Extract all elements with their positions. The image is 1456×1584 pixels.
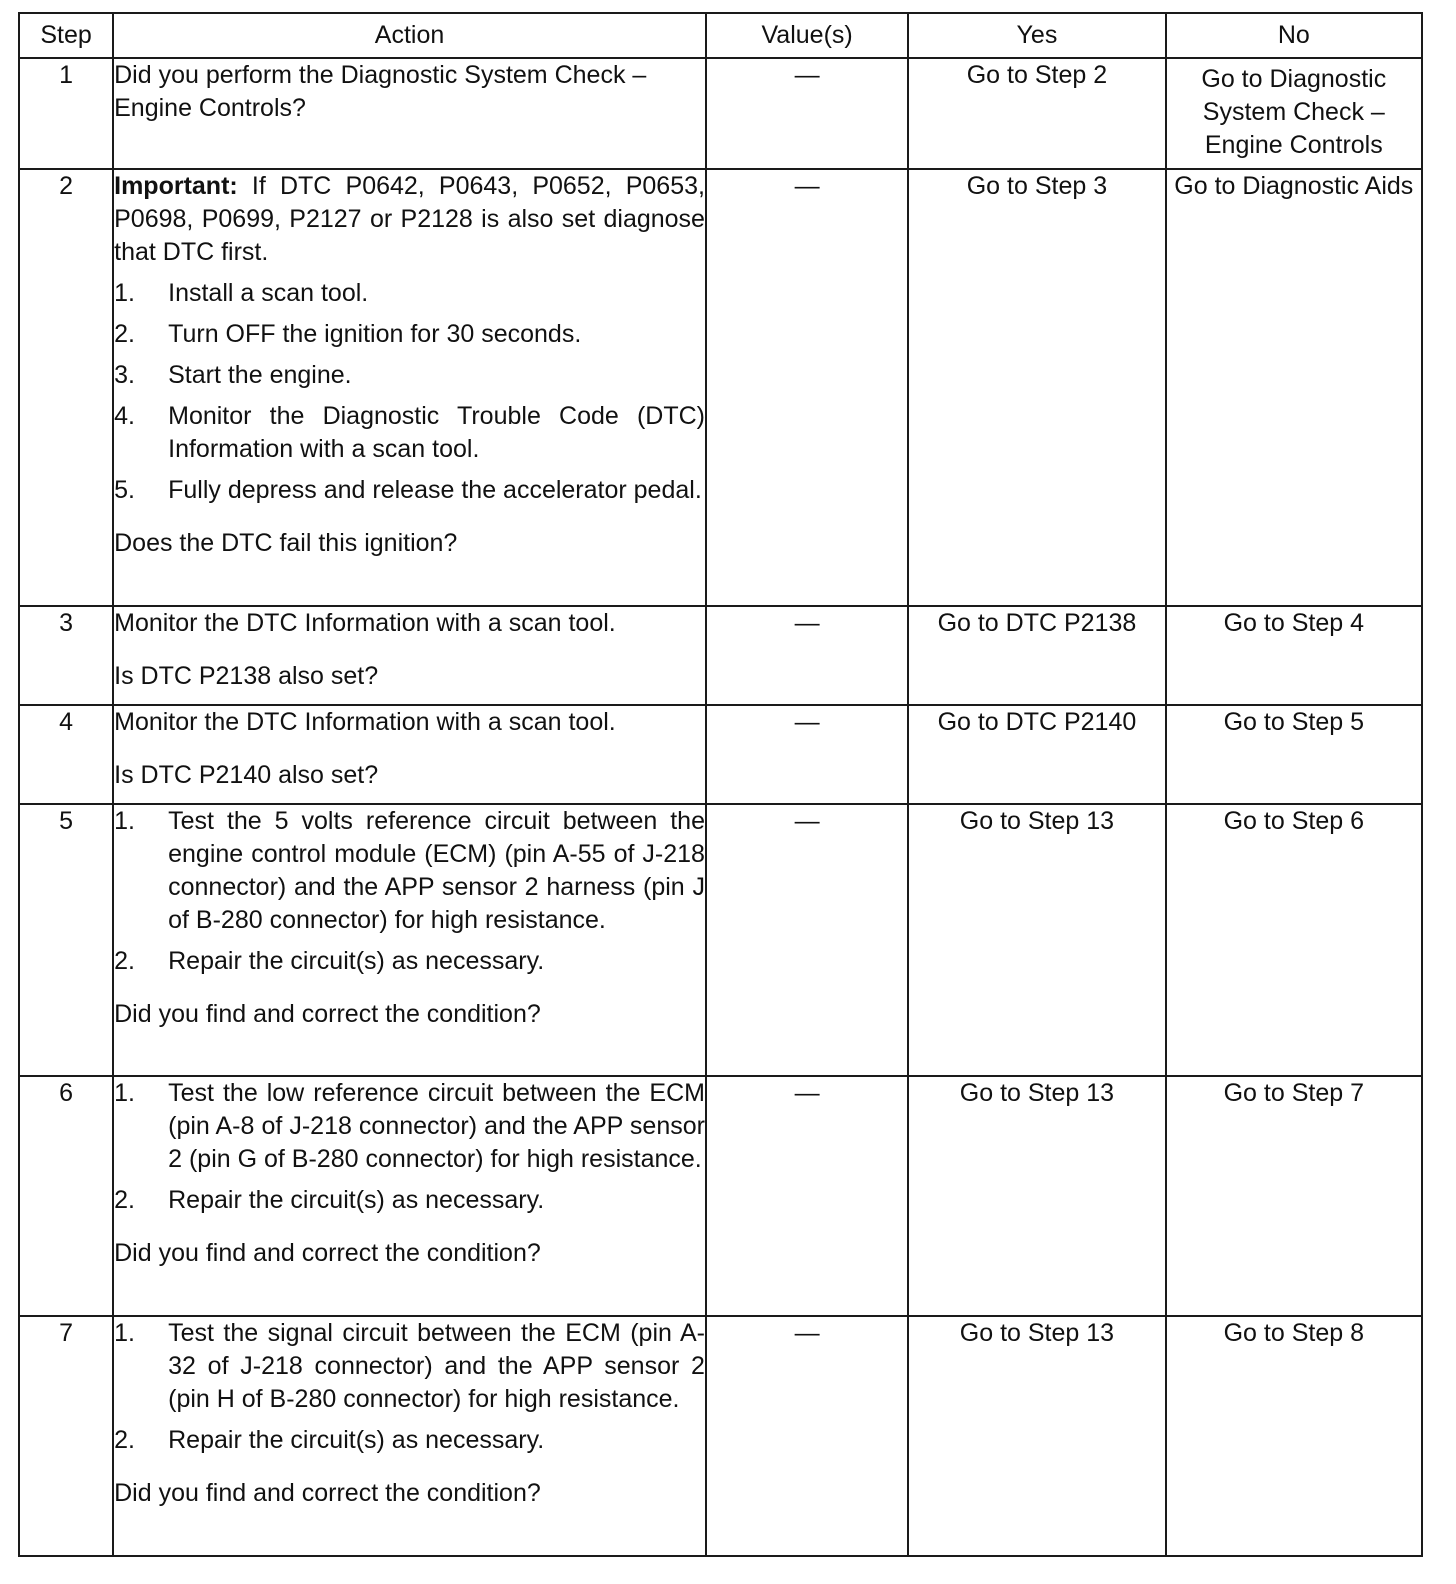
- yes-cell: Go to DTC P2138: [908, 606, 1165, 705]
- diagnostic-table: [18, 12, 1423, 1557]
- list-item: [114, 400, 705, 466]
- item-number: 4.: [114, 402, 135, 430]
- step-number: 4: [19, 705, 113, 804]
- table-row-step-5: [19, 804, 1422, 1076]
- value-cell: —: [706, 169, 908, 606]
- value-cell: —: [706, 58, 908, 169]
- yes-cell: Go to Step 13: [908, 1076, 1165, 1316]
- item-number: 1.: [114, 807, 135, 835]
- no-cell: Go to Diagnostic Aids: [1166, 169, 1422, 606]
- yes-cell: Go to Step 2: [908, 58, 1165, 169]
- step-number: 2: [19, 169, 113, 606]
- header-values: Value(s): [706, 13, 908, 58]
- item-text: Install a scan tool.: [168, 279, 369, 307]
- list-item: [114, 805, 705, 937]
- action-cell: [113, 1316, 706, 1556]
- header-step: Step: [19, 13, 113, 58]
- question-text: Did you find and correct the condition?: [114, 1479, 541, 1507]
- question-text: Is DTC P2138 also set?: [114, 662, 379, 690]
- list-item: [114, 1184, 705, 1217]
- table-row-step-1: [19, 58, 1422, 169]
- no-cell: Go to Step 8: [1166, 1316, 1422, 1556]
- item-text: Monitor the Diagnostic Trouble Code (DTC) Information with a scan tool.: [168, 402, 705, 463]
- yes-cell: Go to DTC P2140: [908, 705, 1165, 804]
- item-number: 2.: [114, 1186, 135, 1214]
- list-item: [114, 1424, 705, 1457]
- list-item: [114, 359, 705, 392]
- list-item: [114, 318, 705, 351]
- action-cell: [113, 1076, 706, 1316]
- item-text: Test the low reference circuit between the ECM (pin A-8 of J-218 connector) and the APP sensor 2 (pin G of B-280 connector) for high resistance.: [168, 1079, 705, 1173]
- yes-cell: Go to Step 13: [908, 804, 1165, 1076]
- step-number: 3: [19, 606, 113, 705]
- value-cell: —: [706, 804, 908, 1076]
- item-number: 5.: [114, 476, 135, 504]
- procedure-list: [114, 1077, 705, 1217]
- item-text: Repair the circuit(s) as necessary.: [168, 1186, 545, 1214]
- item-text: Repair the circuit(s) as necessary.: [168, 1426, 545, 1454]
- table-row-step-2: [19, 169, 1422, 606]
- no-cell: Go to Step 5: [1166, 705, 1422, 804]
- value-cell: —: [706, 1076, 908, 1316]
- item-text: Test the 5 volts reference circuit between the engine control module (ECM) (pin A-55 of J-218 connector) and the APP sensor 2 harness (pin J of B-280 connector) for high resistance.: [168, 807, 705, 934]
- important-label: Important:: [114, 172, 238, 200]
- procedure-list: [114, 277, 705, 507]
- value-cell: —: [706, 705, 908, 804]
- item-number: 2.: [114, 947, 135, 975]
- important-text: If DTC P0642, P0643, P0652, P0653, P0698, P0699, P2127 or P2128 is also set diagnose that DTC first.: [114, 172, 705, 266]
- action-text: Monitor the DTC Information with a scan tool.: [114, 609, 616, 637]
- action-text: Did you perform the Diagnostic System Check – Engine Controls?: [114, 61, 647, 122]
- action-text: Monitor the DTC Information with a scan tool.: [114, 708, 616, 736]
- yes-cell: Go to Step 3: [908, 169, 1165, 606]
- item-text: Fully depress and release the accelerator pedal.: [168, 476, 702, 504]
- question-text: Did you find and correct the condition?: [114, 1000, 541, 1028]
- step-number: 1: [19, 58, 113, 169]
- step-number: 7: [19, 1316, 113, 1556]
- item-number: 1.: [114, 1079, 135, 1107]
- item-number: 2.: [114, 1426, 135, 1454]
- item-text: Start the engine.: [168, 361, 352, 389]
- step-number: 5: [19, 804, 113, 1076]
- no-cell: Go to Step 7: [1166, 1076, 1422, 1316]
- list-item: [114, 474, 705, 507]
- list-item: [114, 1317, 705, 1416]
- header-no: No: [1166, 13, 1422, 58]
- value-cell: —: [706, 606, 908, 705]
- action-cell: [113, 169, 706, 606]
- no-cell: Go to Diagnostic System Check – Engine Controls: [1166, 58, 1422, 169]
- action-cell: [113, 705, 706, 804]
- list-item: [114, 277, 705, 310]
- question-text: Does the DTC fail this ignition?: [114, 529, 458, 557]
- item-number: 2.: [114, 320, 135, 348]
- procedure-list: [114, 1317, 705, 1457]
- table-row-step-3: [19, 606, 1422, 705]
- item-number: 3.: [114, 361, 135, 389]
- table-row-step-7: [19, 1316, 1422, 1556]
- item-number: 1.: [114, 279, 135, 307]
- table-row-step-6: [19, 1076, 1422, 1316]
- action-cell: [113, 804, 706, 1076]
- procedure-list: [114, 805, 705, 978]
- no-cell: Go to Step 6: [1166, 804, 1422, 1076]
- item-text: Repair the circuit(s) as necessary.: [168, 947, 545, 975]
- list-item: [114, 1077, 705, 1176]
- table-header-row: [19, 13, 1422, 58]
- step-number: 6: [19, 1076, 113, 1316]
- table-row-step-4: [19, 705, 1422, 804]
- action-cell: [113, 58, 706, 169]
- item-text: Test the signal circuit between the ECM (pin A-32 of J-218 connector) and the APP sensor 2 (pin H of B-280 connector) for high resistance.: [168, 1319, 705, 1413]
- important-note: [114, 170, 705, 269]
- action-cell: [113, 606, 706, 705]
- no-cell: Go to Step 4: [1166, 606, 1422, 705]
- question-text: Did you find and correct the condition?: [114, 1239, 541, 1267]
- list-item: [114, 945, 705, 978]
- header-action: Action: [113, 13, 706, 58]
- yes-cell: Go to Step 13: [908, 1316, 1165, 1556]
- question-text: Is DTC P2140 also set?: [114, 761, 379, 789]
- item-text: Turn OFF the ignition for 30 seconds.: [168, 320, 582, 348]
- header-yes: Yes: [908, 13, 1165, 58]
- item-number: 1.: [114, 1319, 135, 1347]
- value-cell: —: [706, 1316, 908, 1556]
